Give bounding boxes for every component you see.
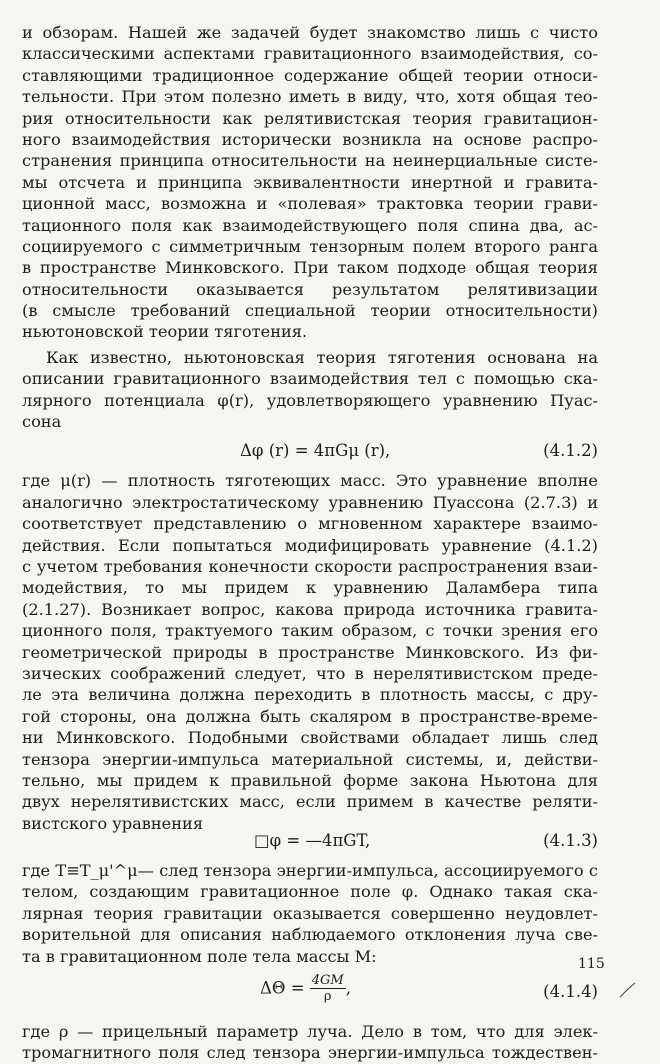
text-line: двух нерелятивистских масс, если примем в качестве реляти- — [22, 792, 598, 812]
page-body — [22, 22, 598, 1064]
text-line: где ρ — прицельный параметр луча. Дело в том, что для элек- — [22, 1022, 598, 1042]
text-line: телом, создающим гравитационное поле φ. Однако такая ска- — [22, 882, 598, 902]
text-line: тационного поля как взаимодействующего поля спина два, ас- — [22, 215, 598, 235]
text-line: ставляющими традиционное содержание общей теории относи- — [22, 65, 598, 85]
fraction — [310, 973, 346, 1005]
text-line: сона — [22, 412, 62, 432]
equation-4-1-3 — [22, 826, 598, 856]
text-line: тромагнитного поля след тензора энергии-импульса тождествен- — [22, 1043, 598, 1063]
text-line: ворительной для описания наблюдаемого отклонения луча све- — [22, 925, 598, 945]
equation-formula: □φ = —4πGT, — [254, 831, 371, 851]
equation-number: (4.1.3) — [543, 831, 598, 851]
text-line: (2.1.27). Возникает вопрос, какова природа источника гравита- — [22, 599, 598, 619]
pen-mark-icon — [618, 982, 638, 998]
text-line: гой стороны, она должна быть скаляром в пространстве-време- — [22, 706, 598, 726]
equation-formula: Δφ (r) = 4πGμ (r), — [240, 441, 391, 461]
text-line: мы отсчета и принципа эквивалентности инертной и гравита- — [22, 172, 598, 192]
equation-lhs: ΔΘ = — [260, 978, 305, 998]
equation-4-1-4 — [22, 967, 598, 1017]
text-line: классическими аспектами гравитационного взаимодействия, со- — [22, 44, 598, 64]
text-line: тельно, мы придем к правильной форме закона Ньютона для — [22, 770, 598, 790]
fraction-numerator: 4GM — [311, 973, 344, 989]
text-line: лярная теория гравитации оказывается совершенно неудовлет- — [22, 903, 598, 923]
paragraph-5 — [22, 1021, 598, 1064]
equation-number: (4.1.2) — [543, 441, 598, 461]
text-line: модействия, то мы придем к уравнению Даламбера типа — [22, 578, 598, 598]
text-line: ньютоновской теории тяготения. — [22, 322, 308, 342]
text-line: и обзорам. Нашей же задачей будет знакомство лишь с чисто — [22, 23, 598, 42]
text-line: ционного поля, трактуемого таким образом, с точки зрения его — [22, 621, 598, 641]
text-line: действия. Если попытаться модифицировать уравнение (4.1.2) — [22, 535, 598, 555]
paragraph-4 — [22, 860, 598, 967]
text-line: социируемого с симметричным тензорным полем второго ранга — [22, 236, 598, 256]
paragraph-3 — [22, 470, 598, 834]
text-line: (в смысле требований специальной теории относительности) — [22, 301, 598, 321]
text-line: геометрической природы в пространстве Минковского. Из фи- — [22, 642, 598, 662]
fraction-denominator: ρ — [323, 989, 332, 1005]
text-line: та в гравитационном поле тела массы M: — [22, 946, 377, 966]
page-number: 115 — [578, 956, 605, 972]
text-line: где T≡T_μ'^μ— след тензора энергии-импульса, ассоциируемого с — [22, 861, 598, 881]
text-line: где μ(r) — плотность тяготеющих масс. Это уравнение вполне — [22, 471, 598, 491]
text-line: с учетом требования конечности скорости распространения взаи- — [22, 556, 598, 576]
text-line: тензора энергии-импульса материальной системы, и, действи- — [22, 749, 598, 769]
text-line: ни Минковского. Подобными свойствами обладает лишь след — [22, 728, 598, 748]
equation-formula — [260, 973, 351, 1005]
text-line: странения принципа относительности на неинерциальные систе- — [22, 151, 598, 171]
paragraph-1 — [22, 22, 598, 343]
text-line: ционной масс, возможна и «полевая» трактовка теории грави- — [22, 194, 598, 214]
text-line: соответствует представлению о мгновенном характере взаимо- — [22, 514, 598, 534]
paragraph-2 — [22, 347, 598, 433]
text-line: Как известно, ньютоновская теория тяготения основана на — [46, 347, 598, 367]
text-line: зических соображений следует, что в нерелятивистском преде- — [22, 663, 598, 683]
text-line: относительности оказывается результатом релятивизации — [22, 279, 598, 299]
text-line: описании гравитационного взаимодействия тел с помощью ска- — [22, 369, 598, 389]
text-line: в пространстве Минковского. При таком подходе общая теория — [22, 258, 598, 278]
text-line: рия относительности как релятивистская теория гравитацион- — [22, 108, 598, 128]
text-line: ле эта величина должна переходить в плотность массы, с дру- — [22, 685, 598, 705]
text-line: лярного потенциала φ(r), удовлетворяющего уравнению Пуас- — [22, 390, 598, 410]
text-line: тельности. При этом полезно иметь в виду, что, хотя общая тео- — [22, 87, 598, 107]
equation-number: (4.1.4) — [543, 982, 598, 1002]
text-line: ного взаимодействия исторически возникла на основе распро- — [22, 129, 598, 149]
text-line: вистского уравнения — [22, 813, 204, 833]
equation-4-1-2 — [22, 432, 598, 470]
text-line: аналогично электростатическому уравнению Пуассона (2.7.3) и — [22, 492, 598, 512]
equation-tail: , — [345, 978, 351, 998]
